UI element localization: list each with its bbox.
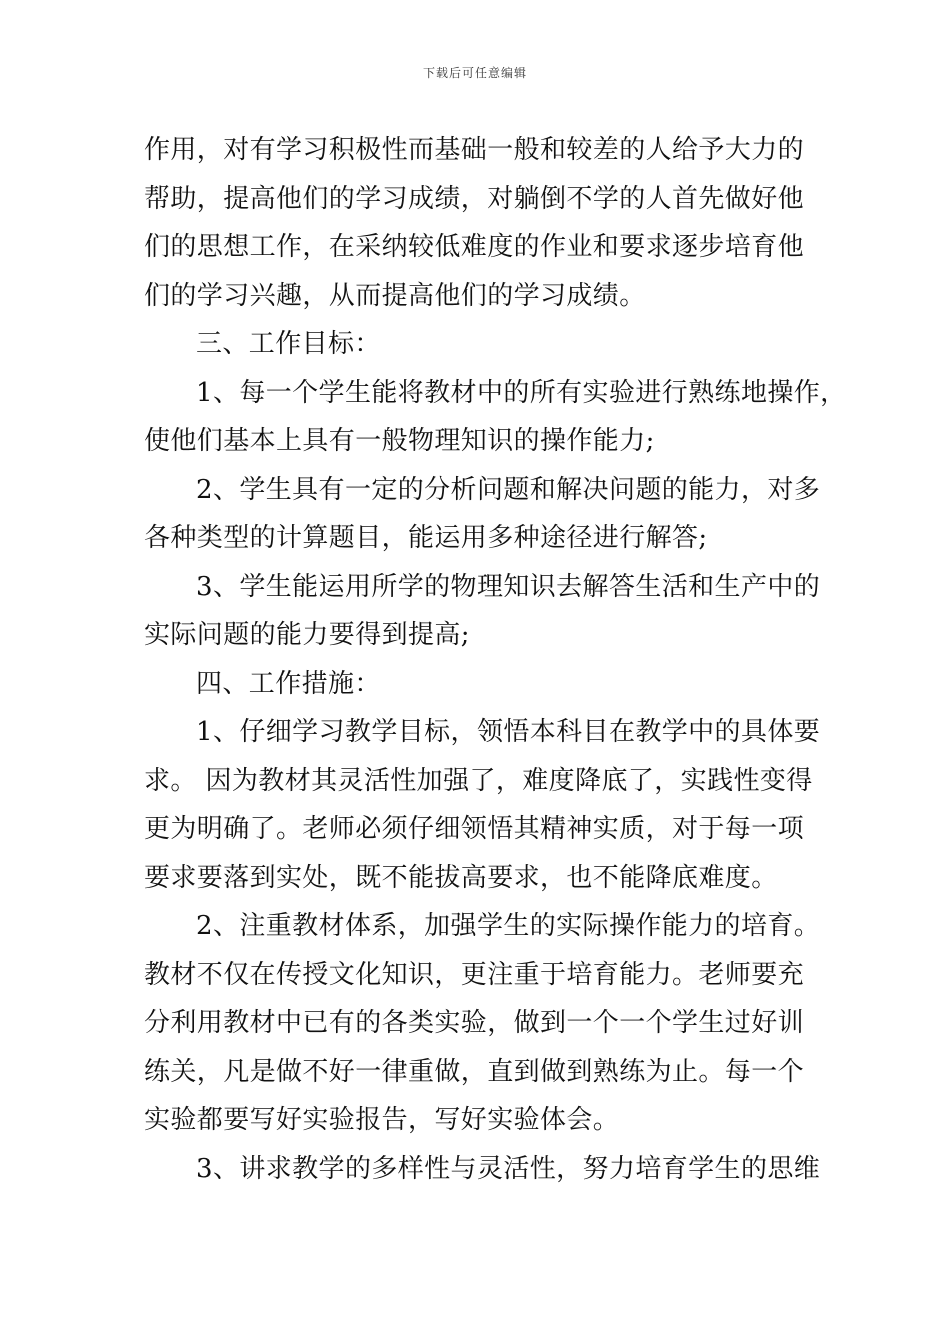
body-line: 实际问题的能力要得到提高; xyxy=(144,620,470,650)
body-line: 3、学生能运用所学的物理知识去解答生活和生产中的 xyxy=(196,571,821,602)
body-line: 2、学生具有一定的分析问题和解决问题的能力，对多 xyxy=(196,474,821,505)
section-heading: 三、工作目标： xyxy=(196,329,381,359)
body-line: 1、每一个学生能将教材中的所有实验进行熟练地操作， xyxy=(196,377,847,408)
body-line: 们的学习兴趣，从而提高他们的学习成绩。 xyxy=(144,280,646,311)
document-body xyxy=(144,126,847,1193)
body-line: 分利用教材中已有的各类实验，做到一个一个学生过好训 xyxy=(144,1008,805,1038)
body-line: 作用，对有学习积极性而基础一般和较差的人给予大力的 xyxy=(144,135,805,165)
body-line: 帮助，提高他们的学习成绩，对躺倒不学的人首先做好他 xyxy=(144,183,805,214)
body-line: 3、讲求教学的多样性与灵活性，努力培育学生的思维 xyxy=(196,1153,821,1184)
body-line: 要求要落到实处，既不能拔高要求，也不能降底难度。 xyxy=(144,862,778,893)
body-line: 练关，凡是做不好一律重做，直到做到熟练为止。每一个 xyxy=(144,1056,805,1087)
section-heading: 四、工作措施： xyxy=(196,668,381,699)
body-line: 实验都要写好实验报告，写好实验体会。 xyxy=(144,1105,620,1135)
body-line: 更为明确了。老师必须仔细领悟其精神实质，对于每一项 xyxy=(144,814,805,844)
body-line: 各种类型的计算题目，能运用多种途径进行解答; xyxy=(144,523,708,553)
body-line: 2、注重教材体系，加强学生的实际操作能力的培育。 xyxy=(196,911,821,941)
body-line: 们的思想工作，在采纳较低难度的作业和要求逐步培育他 xyxy=(144,232,805,262)
page-header: 下载后可任意编辑 xyxy=(422,66,527,80)
body-line: 求。 因为教材其灵活性加强了，难度降底了，实践性变得 xyxy=(144,765,813,796)
body-line: 使他们基本上具有一般物理知识的操作能力; xyxy=(144,426,655,456)
body-line: 1、仔细学习教学目标，领悟本科目在教学中的具体要 xyxy=(196,717,821,747)
body-line: 教材不仅在传授文化知识，更注重于培育能力。老师要充 xyxy=(144,959,805,990)
